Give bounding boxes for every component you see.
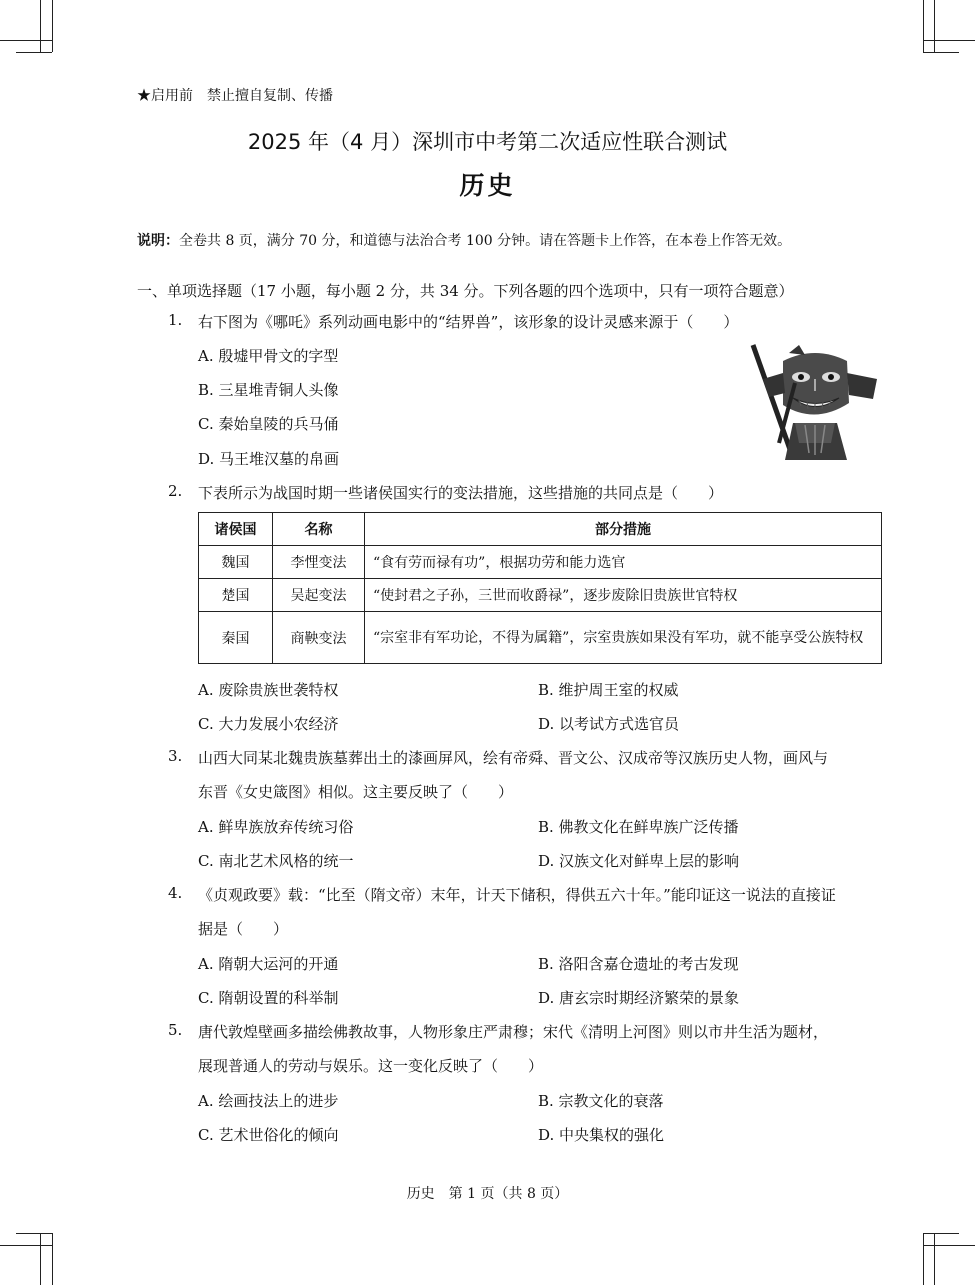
option-c: C. 隋朝设置的科举制 [198,989,339,1007]
table-header: 名称 [273,513,365,546]
option-a: A. 废除贵族世袭特权 [198,681,339,699]
option-b: B. 佛教文化在鲜卑族广泛传播 [538,818,739,836]
crop-mark [923,52,959,53]
crop-mark [16,1233,52,1234]
option-d: D. 唐玄宗时期经济繁荣的景象 [538,989,740,1007]
table-cell: “食有劳而禄有功”，根据功劳和能力选官 [365,546,882,579]
question-text: 展现普通人的劳动与娱乐。这一变化反映了（ ） [198,1057,544,1075]
option-b: B. 洛阳含嘉仓遗址的考古发现 [538,955,739,973]
option-a: A. 绘画技法上的进步 [198,1092,339,1110]
guardian-beast-image [745,343,880,460]
table-cell: 商鞅变法 [273,612,365,664]
option-d: D. 以考试方式选官员 [538,715,680,733]
question-text: 据是（ ） [198,920,289,938]
option-c: C. 大力发展小农经济 [198,715,339,733]
table-cell: 魏国 [199,546,273,579]
option-b: B. 维护周王室的权威 [538,681,679,699]
question-number: 2. [168,482,183,500]
crop-mark [934,1233,935,1285]
instructions-label: 说明： [137,233,179,249]
option-a: A. 殷墟甲骨文的字型 [198,347,339,365]
table-cell: 楚国 [199,579,273,612]
crop-mark [16,52,52,53]
option-a: A. 鲜卑族放弃传统习俗 [198,818,354,836]
crop-mark [923,1233,959,1234]
question-text: 下表所示为战国时期一些诸侯国实行的变法措施，这些措施的共同点是（ ） [198,484,724,502]
exam-title: 2025 年（4 月）深圳市中考第二次适应性联合测试 [247,130,728,154]
question-number: 3. [168,747,183,765]
crop-mark [923,1245,975,1246]
option-d: D. 马王堆汉墓的帛画 [198,450,340,468]
crop-mark [40,1233,41,1285]
option-a: A. 隋朝大运河的开通 [198,955,339,973]
table-header: 诸侯国 [199,513,273,546]
option-d: D. 中央集权的强化 [538,1126,665,1144]
table-row [199,579,882,612]
table-header: 部分措施 [365,513,882,546]
option-c: C. 秦始皇陵的兵马俑 [198,415,339,433]
table-cell: 秦国 [199,612,273,664]
option-c: C. 南北艺术风格的统一 [198,852,354,870]
question-text: 东晋《女史箴图》相似。这主要反映了（ ） [198,783,514,801]
page-footer: 历史 第 1 页（共 8 页） [406,1186,569,1202]
crop-mark [40,0,41,52]
instructions [137,230,791,250]
table-cell: 李悝变法 [273,546,365,579]
question-number: 1. [168,311,183,329]
table-row [199,546,882,579]
option-b: B. 宗教文化的衰落 [538,1092,664,1110]
section-heading: 一、单项选择题（17 小题，每小题 2 分，共 34 分。下列各题的四个选项中，只有一项符合题意） [137,282,794,300]
instructions-text: 全卷共 8 页，满分 70 分，和道德与法治合考 100 分钟。请在答题卡上作答，在本卷上作答无效。 [179,233,792,249]
table-cell: 吴起变法 [273,579,365,612]
option-b: B. 三星堆青铜人头像 [198,381,339,399]
confidential-note: ★启用前 禁止擅自复制、传播 [137,88,333,104]
table-row [199,612,882,664]
question-number: 4. [168,884,183,902]
table-cell: “使封君之子孙，三世而收爵禄”，逐步废除旧贵族世官特权 [365,579,882,612]
crop-mark [923,1233,924,1285]
question-text: 《贞观政要》载：“比至（隋文帝）末年，计天下储积，得供五六十年。”能印证这一说法的直接证 [198,886,836,904]
subject-title: 历史 [459,171,516,200]
crop-mark [923,0,924,52]
crop-mark [923,40,975,41]
question-text: 山西大同某北魏贵族墓葬出土的漆画屏风，绘有帝舜、晋文公、汉成帝等汉族历史人物，画风与 [198,749,829,767]
question-text: 唐代敦煌壁画多描绘佛教故事，人物形象庄严肃穆；宋代《清明上河图》则以市井生活为题材， [198,1023,829,1041]
crop-mark [0,40,52,41]
table-cell: “宗室非有军功论，不得为属籍”，宗室贵族如果没有军功，就不能享受公族特权 [365,612,882,664]
question-number: 5. [168,1021,183,1039]
question-text: 右下图为《哪吒》系列动画电影中的“结界兽”，该形象的设计灵感来源于（ ） [198,313,739,331]
crop-mark [52,1233,53,1285]
crop-mark [0,1245,52,1246]
reform-table [198,512,882,664]
option-c: C. 艺术世俗化的倾向 [198,1126,339,1144]
crop-mark [52,0,53,52]
crop-mark [934,0,935,52]
option-d: D. 汉族文化对鲜卑上层的影响 [538,852,740,870]
